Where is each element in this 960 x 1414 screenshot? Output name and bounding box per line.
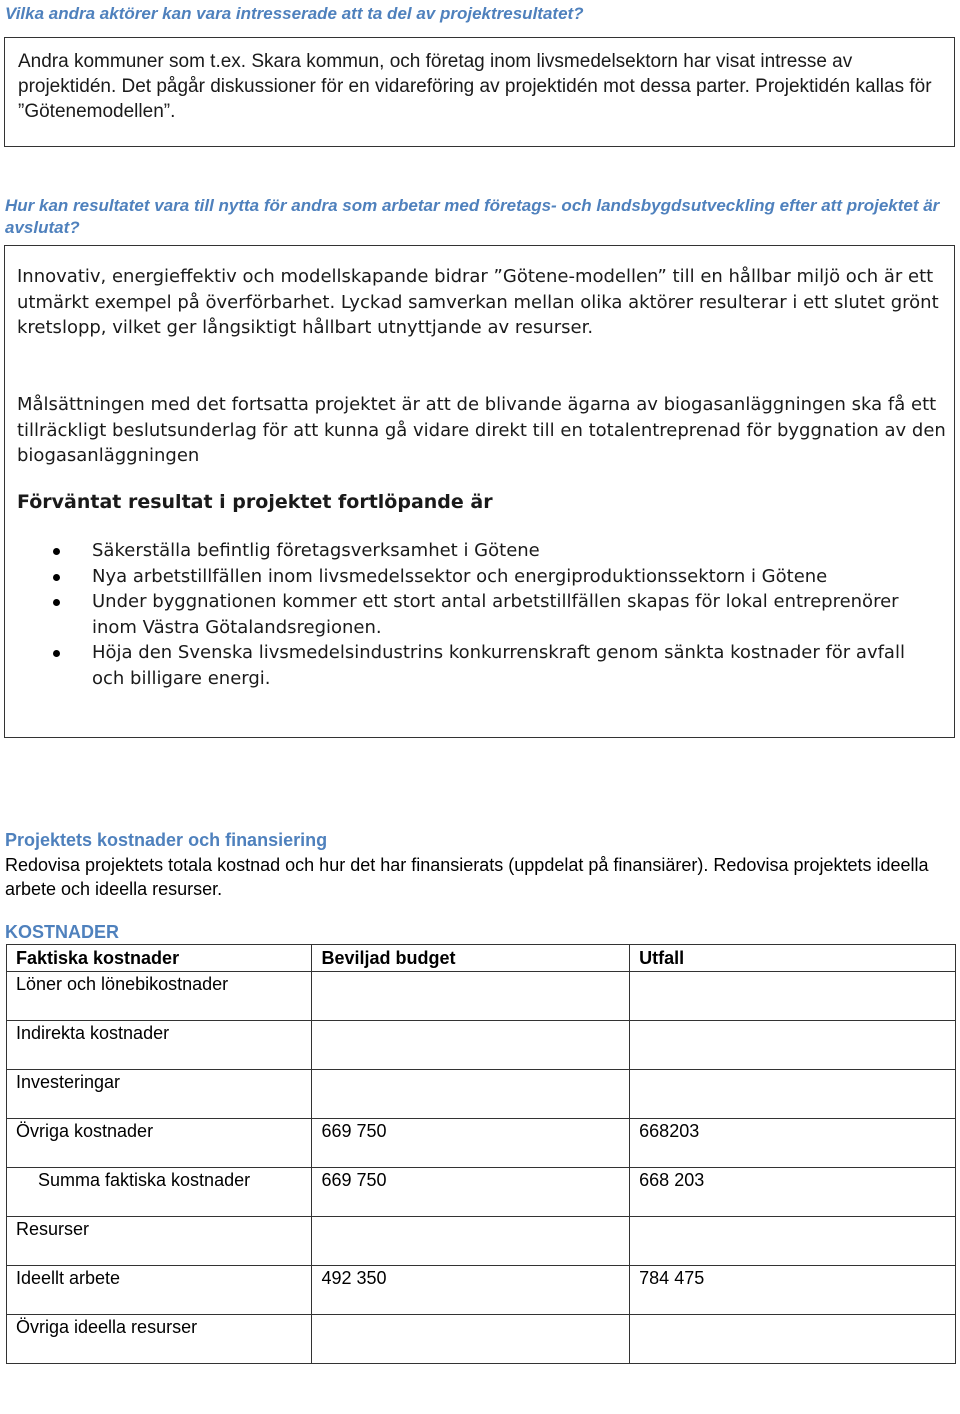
row-budget: 492 350 <box>312 1266 630 1315</box>
answer-box-usefulness <box>4 245 955 738</box>
row-budget <box>312 1021 630 1070</box>
row-budget: 669 750 <box>312 1168 630 1217</box>
question-usefulness: Hur kan resultatet vara till nytta för andra som arbetar med företags- och landsbygdsutveckling efter att projektet är avslutat? <box>5 196 940 237</box>
list-item-text: Under byggnationen kommer ett stort antal arbetstillfällen skapas för lokal entreprenörer inom Västra Götalandsregionen. <box>92 591 899 638</box>
paragraph-goal: Målsättningen med det fortsatta projektet är att de blivande ägarna av biogasanläggningen ska få ett tillräckligt beslutsunderlag för att kunna gå vidare direkt till en totalentreprenad för byggnation av den biogasanläggningen <box>17 394 946 466</box>
row-budget <box>312 1070 630 1119</box>
row-budget: 669 750 <box>312 1119 630 1168</box>
bullet-icon <box>53 650 60 657</box>
row-budget <box>312 1315 630 1364</box>
row-budget <box>312 1217 630 1266</box>
row-label: Indirekta kostnader <box>7 1021 312 1070</box>
expected-results-heading: Förväntat resultat i projektet fortlöpande är <box>17 491 493 513</box>
row-outcome <box>630 1070 956 1119</box>
list-item <box>5 640 942 691</box>
expected-results-list <box>5 538 951 691</box>
costs-table <box>6 944 956 1364</box>
row-label: Övriga ideella resurser <box>7 1315 312 1364</box>
table-row <box>7 972 956 1021</box>
table-header-row <box>7 945 956 972</box>
row-outcome <box>630 1021 956 1070</box>
row-label: Övriga kostnader <box>7 1119 312 1168</box>
row-label: Investeringar <box>7 1070 312 1119</box>
table-row-total <box>7 1168 956 1217</box>
list-item-text: Nya arbetstillfällen inom livsmedelssektor och energiproduktionssektorn i Götene <box>92 565 828 587</box>
row-outcome <box>630 1217 956 1266</box>
total-label: Summa faktiska kostnader <box>38 1170 251 1190</box>
table-row <box>7 1315 956 1364</box>
row-outcome <box>630 972 956 1021</box>
question-other-actors: Vilka andra aktörer kan vara intresserade att ta del av projektresultatet? <box>5 4 584 23</box>
row-outcome <box>630 1315 956 1364</box>
costs-description: Redovisa projektets totala kostnad och hur det har finansierats (uppdelat på finansiärer). Redovisa projektets ideella arbete och ideella resurser. <box>5 855 929 899</box>
column-header-outcome: Utfall <box>630 945 956 972</box>
table-row <box>7 1070 956 1119</box>
column-header-actual-costs: Faktiska kostnader <box>7 945 312 972</box>
answer-other-actors-text: Andra kommuner som t.ex. Skara kommun, och företag inom livsmedelsektorn har visat intresse av projektidén. Det pågår diskussioner för en vidareföring av projektidén mot dessa parter. Projektidén kallas för ”Götenemodellen”. <box>18 51 932 122</box>
table-row <box>7 1266 956 1315</box>
list-item <box>5 589 942 640</box>
table-row <box>7 1119 956 1168</box>
bullet-icon <box>53 574 60 581</box>
row-label: Resurser <box>7 1217 312 1266</box>
column-header-approved-budget: Beviljad budget <box>312 945 630 972</box>
list-item-text: Höja den Svenska livsmedelsindustrins konkurrenskraft genom sänkta kostnader för avfall och billigare energi. <box>92 642 905 689</box>
answer-box-other-actors <box>4 37 955 147</box>
costs-table-title: KOSTNADER <box>5 922 120 942</box>
list-item <box>5 538 942 564</box>
table-row <box>7 1021 956 1070</box>
bullet-icon <box>53 599 60 606</box>
table-row <box>7 1217 956 1266</box>
bullet-icon <box>53 548 60 555</box>
list-item <box>5 564 942 590</box>
paragraph-innovation: Innovativ, energieffektiv och modellskapande bidrar ”Götene-modellen” till en hållbar miljö och är ett utmärkt exempel på överförbarhet. Lyckad samverkan mellan olika aktörer resulterar i ett slutet grönt kretslopp, vilket ger långsiktigt hållbart utnyttjande av resurser. <box>17 266 939 338</box>
row-outcome: 668 203 <box>630 1168 956 1217</box>
row-outcome: 784 475 <box>630 1266 956 1315</box>
row-outcome: 668203 <box>630 1119 956 1168</box>
row-label: Löner och lönebikostnader <box>7 972 312 1021</box>
costs-section-heading: Projektets kostnader och finansiering <box>5 830 328 850</box>
row-label <box>7 1168 312 1217</box>
list-item-text: Säkerställa befintlig företagsverksamhet i Götene <box>92 540 540 561</box>
row-budget <box>312 972 630 1021</box>
row-label: Ideellt arbete <box>7 1266 312 1315</box>
